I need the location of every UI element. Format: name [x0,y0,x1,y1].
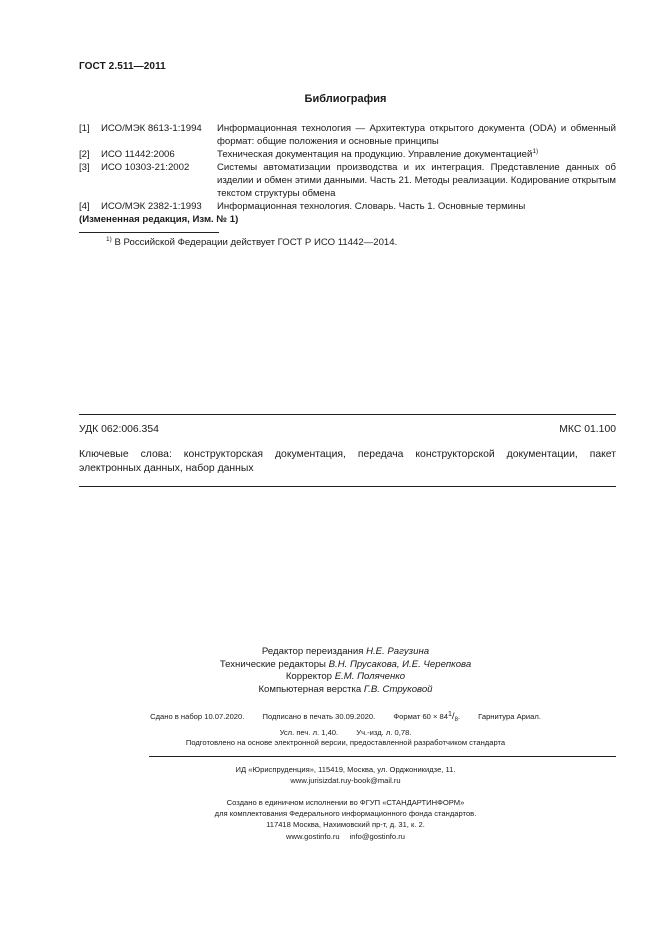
gostinfo-contacts [30,831,661,842]
print-info-line-2 [30,728,661,738]
credit-label: Компьютерная верстка [258,683,362,695]
bibliography-item-code: ИСО 11442:2006 [101,149,175,160]
prepared-note: Подготовлено на основе электронной версии, предоставленной разработчиком стандарта [185,738,506,747]
bibliography-item-text: Информационная технология. Словарь. Часть 1. Основные термины [217,201,526,212]
top-divider [79,414,616,415]
bibliography-item [79,200,616,213]
credit-label: Корректор [285,671,333,682]
classification-row [79,424,616,435]
publisher-contacts [30,775,661,786]
bibliography-title: Библиография [304,93,387,105]
print-format [393,712,460,721]
credit-editor [30,646,661,659]
format-suffix: . [457,712,461,721]
udk-code: УДК 062:006.354 [79,424,159,435]
mks-code: МКС 01.100 [559,424,616,435]
publisher-site-link[interactable]: www.jurisizdat.ru [290,776,348,786]
footnote [106,237,397,248]
keywords: Ключевые слова: конструкторская документация, передача конструкторской документации, пакет электронных данных, набор данных [79,449,616,474]
bibliography-item-number: [2] [79,149,90,160]
gostinfo-site-link[interactable]: www.gostinfo.ru [285,831,340,841]
bibliography-item-code: ИСО/МЭК 8613-1:1994 [101,123,202,134]
document-number: ГОСТ 2.511—2011 [79,61,166,72]
gostinfo-line-1: Создано в единичном исполнении во ФГУП «СТАНДАРТИНФОРМ» [226,798,465,807]
gostinfo-email-link[interactable]: info@gostinfo.ru [349,831,406,841]
format-denominator: 8 [454,717,458,723]
footnote-reference: 1) [532,148,539,155]
credit-name: Н.Е. Рагузина [366,646,430,657]
print-info [0,709,661,738]
gostinfo-block [0,797,661,842]
set-date: Сдано в набор 10.07.2020. [150,712,245,721]
bibliography-item-number: [4] [79,201,90,212]
format-numerator: 1 [448,711,452,718]
bibliography-item [79,161,616,200]
credit-layout [30,684,661,697]
bibliography-item [79,148,616,161]
footnote-text: В Российской Федерации действует ГОСТ Р ИСО 11442—2014. [114,237,398,248]
format-fraction: $^1/_8$ [448,711,458,723]
bibliography-item-text-wrap [217,148,616,161]
bottom-divider [79,486,616,487]
credit-name: Г.В. Струковой [363,683,433,695]
signed-date: Подписано в печать 30.09.2020. [262,712,376,721]
gostinfo-line-2: для комплектования Федерального информационного фонда стандартов. [214,809,477,819]
bibliography-item-text: Системы автоматизации производства и их интеграция. Представление данных об изделии и обмен этими данными. Часть 21. Методы реализации. Кодирование открытым текстом структуры обмена [217,162,616,199]
bibliography-item [79,122,616,148]
publisher-divider [149,756,616,757]
credits-block [0,646,661,696]
footnote-separator [79,232,219,233]
publisher-block [0,764,661,786]
bibliography-item-number: [3] [79,162,90,173]
bibliography-item-number: [1] [79,123,90,134]
footnote-mark: 1) [106,236,112,243]
gostinfo-address: 117418 Москва, Нахимовский пр-т, д. 31, к. 2. [266,820,425,830]
bibliography-list [79,122,616,226]
credit-tech-editors [30,659,661,672]
print-sheets: Усл. печ. л. 1,40. [279,728,339,737]
typeface: Гарнитура Ариал. [478,712,541,721]
bibliography-item-code: ИСО 10303-21:2002 [101,162,190,173]
amendment-note: (Измененная редакция, Изм. № 1) [79,214,239,225]
bibliography-item-text: Информационная технология — Архитектура открытого документа (ODA) и обменный формат: общие положения и основные принципы [217,123,616,147]
credit-label: Технические редакторы [219,658,326,670]
credit-label: Редактор переиздания [261,646,364,657]
credit-name: В.Н. Прусакова, И.Е. Черепкова [328,658,472,670]
credit-corrector [30,671,661,684]
credit-name: Е.М. Поляченко [334,671,406,682]
publishing-sheets: Уч.-изд. л. 0,78. [356,728,412,737]
format-prefix: Формат 60 × 84 [393,712,448,721]
bibliography-item-text: Техническая документация на продукцию. Управление документацией [217,149,533,160]
publisher-email-link[interactable]: y-book@mail.ru [347,776,401,786]
publisher-address: ИД «Юриспруденция», 115419, Москва, ул. Орджоникидзе, 11. [235,765,456,774]
print-info-line-1 [30,709,661,728]
bibliography-item-code: ИСО/МЭК 2382-1:1993 [101,201,202,212]
